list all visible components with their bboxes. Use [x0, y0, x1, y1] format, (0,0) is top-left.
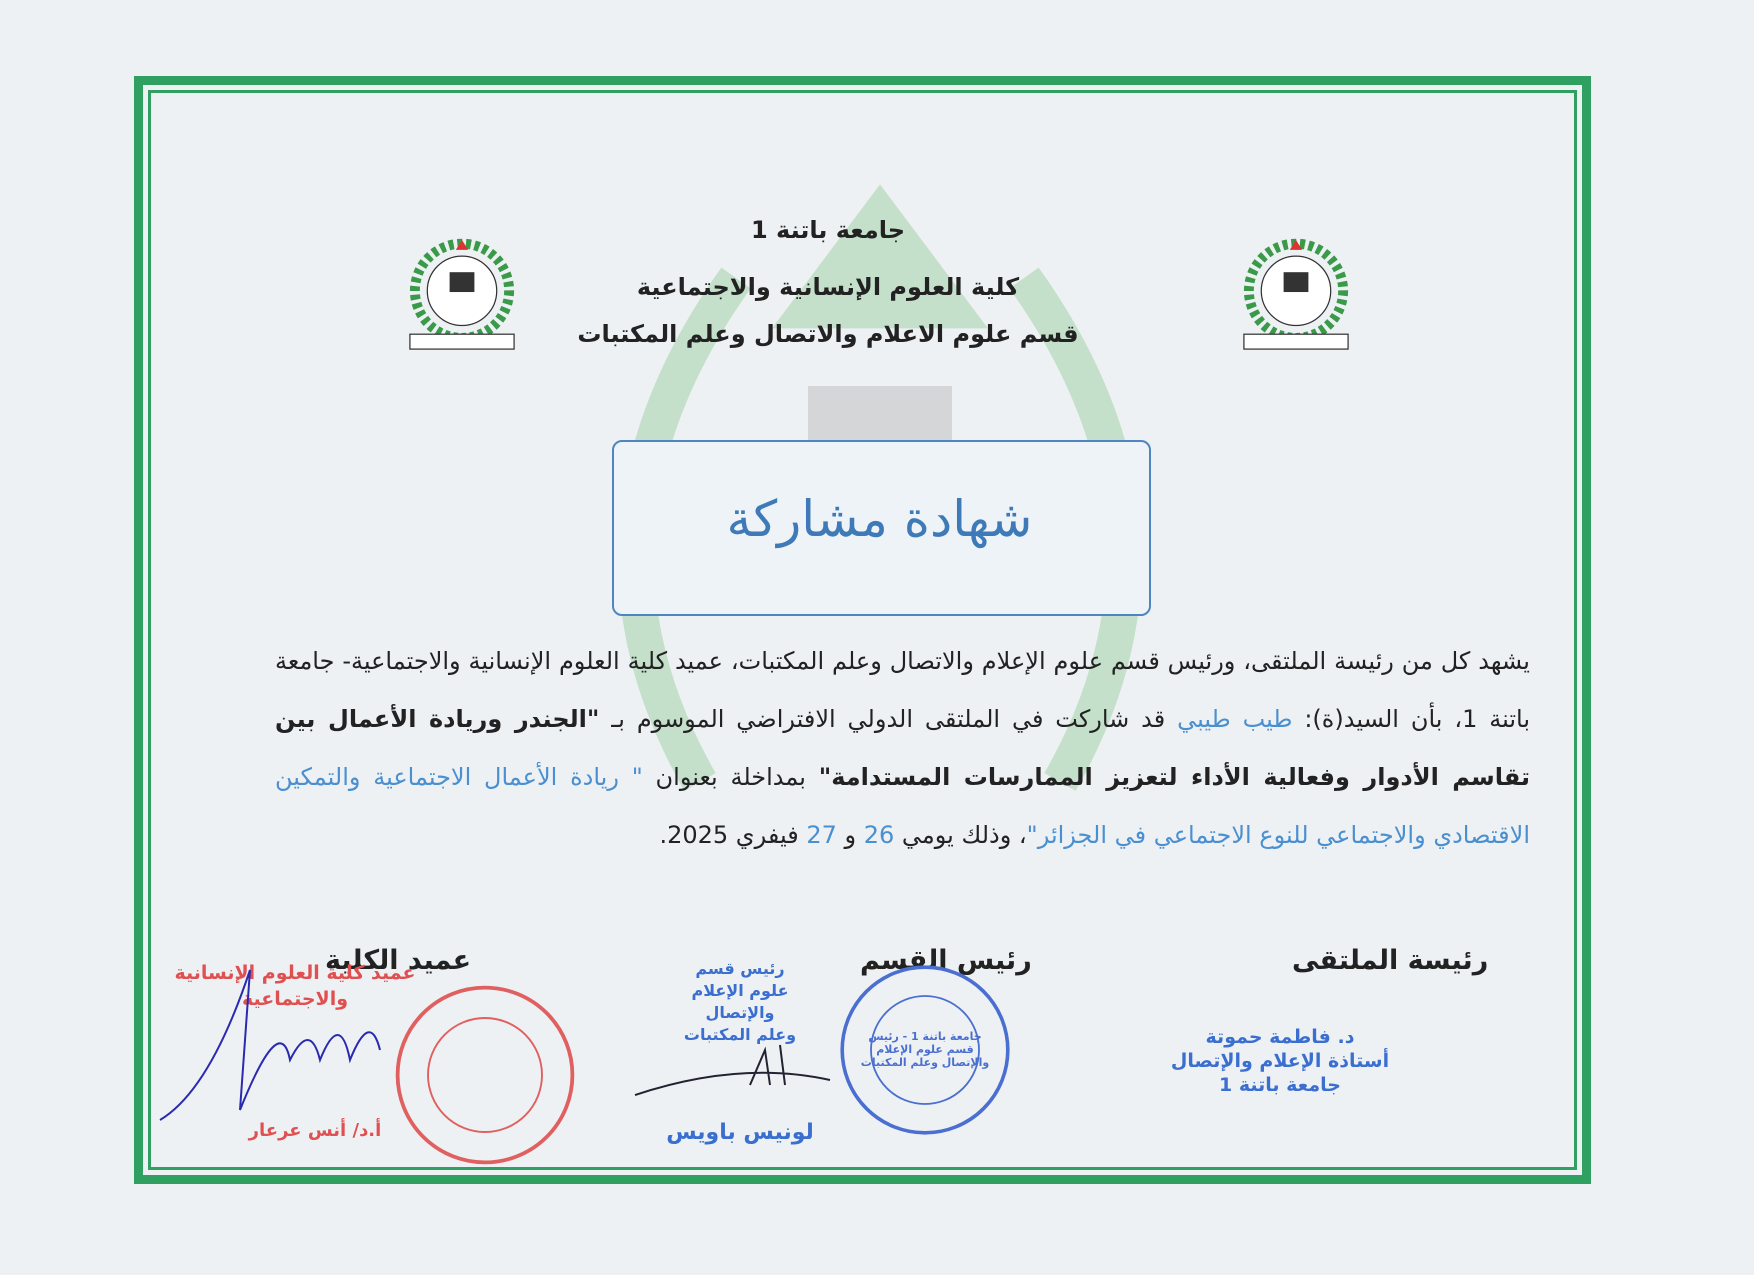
- dean-signature: [150, 950, 410, 1140]
- faculty-name: كلية العلوم الإنسانية والاجتماعية: [636, 273, 1020, 301]
- stamp-line: علوم الإعلام والإتصال: [691, 981, 789, 1022]
- body-text: ، وذلك يومي: [894, 821, 1027, 849]
- university-logo-left: [400, 235, 524, 359]
- paper-title: " ريادة الأعمال الاجتماعية والتمكين الاقتصادي والاجتماعي للنوع الاجتماعي في الجزائر": [275, 763, 1530, 849]
- signature-role-dean: عميد الكلية: [325, 945, 472, 976]
- body-text: فيفري 2025.: [659, 821, 807, 849]
- stamp-line: أستاذة الإعلام والإتصال: [1170, 1050, 1390, 1072]
- day-1: 26: [863, 821, 895, 849]
- head-signature: [630, 1040, 850, 1100]
- body-text: و: [836, 821, 864, 849]
- head-name: لونيس باويس: [666, 1120, 814, 1145]
- signature-role-head: رئيس القسم: [860, 945, 1032, 976]
- stamp-line: جامعة باتنة 1: [1219, 1074, 1341, 1096]
- body-text: يشهد كل من رئيسة الملتقى، ورئيس قسم علوم الإعلام والاتصال وعلم المكتبات، عميد كلية العلوم الإنسانية والاجتماعية- جامعة باتنة 1، بأن السيد(ة):: [275, 647, 1531, 733]
- conference-title: "الجندر وريادة الأعمال بين تقاسم الأدوار وفعالية الأداء لتعزيز الممارسات المستدامة": [275, 705, 1531, 791]
- head-stamp: [660, 958, 820, 1046]
- body-text: بمداخلة بعنوان: [642, 763, 819, 791]
- chair-stamp: [1150, 1025, 1410, 1097]
- stamp-line: د. فاطمة حموتة: [1205, 1026, 1355, 1048]
- department-name: قسم علوم الاعلام والاتصال وعلم المكتبات: [577, 320, 1079, 348]
- certificate-title: شهادة مشاركة: [726, 490, 1033, 548]
- participant-name: طيب طيبي: [1177, 705, 1293, 733]
- signature-role-chair: رئيسة الملتقى: [1292, 945, 1489, 976]
- stamp-line: رئيس قسم: [695, 959, 785, 978]
- university-logo-right: [1234, 235, 1358, 359]
- certificate-body: [275, 632, 1530, 864]
- university-name: جامعة باتنة 1: [750, 216, 906, 244]
- day-2: 27: [806, 821, 837, 849]
- body-text: قد شاركت في الملتقى الدولي الافتراضي الموسوم بـ: [599, 705, 1178, 733]
- faculty-round-seal: [390, 980, 580, 1170]
- stamp-line: عميد كلية العلوم الإنسانية: [174, 962, 416, 984]
- stamp-line: وعلم المكتبات: [683, 1025, 797, 1044]
- stamp-line: والاجتماعية: [241, 988, 349, 1010]
- seal-text: جامعة باتنة 1 - رئيس قسم علوم الإعلام والإتصال وعلم المكتبات: [860, 1030, 990, 1069]
- dean-name: أ.د/ أنس عرعار: [248, 1120, 382, 1141]
